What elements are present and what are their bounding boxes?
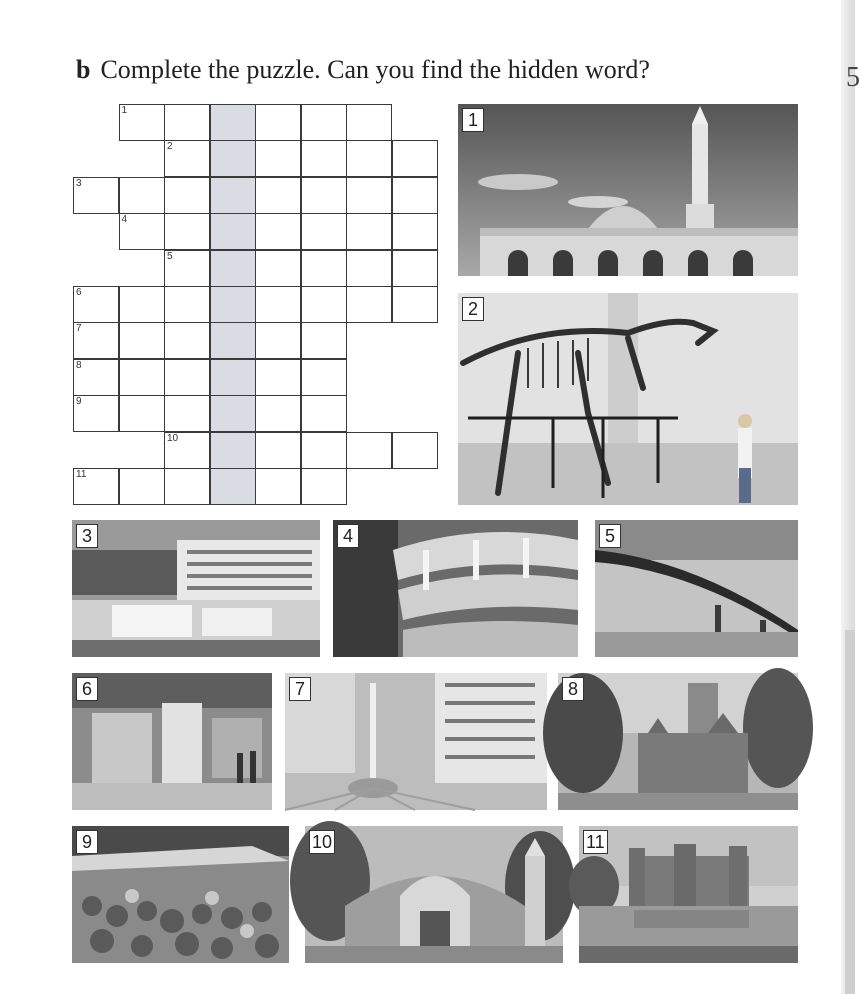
crossword-cell[interactable]: [255, 395, 301, 432]
photo-number: 7: [289, 677, 311, 701]
crossword-cell[interactable]: [301, 250, 347, 287]
photo-1: [458, 104, 798, 276]
photo-8: [558, 673, 798, 810]
temple-icon: [305, 826, 563, 963]
crossword-cell[interactable]: [255, 322, 301, 359]
crossword-cell[interactable]: [255, 250, 301, 287]
crossword-cell[interactable]: [255, 359, 301, 396]
crossword-cell[interactable]: [119, 177, 165, 214]
crossword-cell[interactable]: [392, 140, 438, 177]
crossword-cell[interactable]: [301, 359, 347, 396]
crossword-cell[interactable]: [301, 213, 347, 250]
crossword-cell[interactable]: [392, 177, 438, 214]
photo-10: [305, 826, 563, 963]
crossword-cell[interactable]: [119, 395, 165, 432]
hidden-word-cell[interactable]: [210, 250, 256, 287]
clue-number: 3: [76, 177, 82, 189]
crossword-cell[interactable]: [164, 104, 210, 141]
photo-6: [72, 673, 272, 810]
photo-number: 3: [76, 524, 98, 548]
crossword-cell[interactable]: [301, 286, 347, 323]
photo-number: 11: [583, 830, 608, 854]
crossword-cell[interactable]: [301, 177, 347, 214]
crossword-cell[interactable]: [392, 286, 438, 323]
photo-number: 8: [562, 677, 584, 701]
clue-number: 7: [76, 323, 82, 335]
crossword-cell[interactable]: [164, 140, 210, 177]
crossword-cell[interactable]: [164, 286, 210, 323]
crossword-cell[interactable]: [119, 104, 165, 141]
crossword-cell[interactable]: [164, 177, 210, 214]
crossword-cell[interactable]: [301, 140, 347, 177]
clue-number: 11: [76, 469, 87, 480]
crossword-cell[interactable]: [73, 322, 119, 359]
hidden-word-cell[interactable]: [210, 213, 256, 250]
hidden-word-cell[interactable]: [210, 395, 256, 432]
crossword-cell[interactable]: [164, 359, 210, 396]
clue-number: 1: [121, 105, 128, 116]
mosque-icon: [458, 104, 798, 276]
clue-number: 2: [167, 141, 173, 153]
hidden-word-cell[interactable]: [210, 322, 256, 359]
photo-3: [72, 520, 320, 657]
market-icon: [72, 826, 289, 963]
crossword-cell[interactable]: [346, 140, 392, 177]
crossword-cell[interactable]: [119, 213, 165, 250]
crossword-cell[interactable]: [346, 213, 392, 250]
crossword-cell[interactable]: [164, 322, 210, 359]
crossword-cell[interactable]: [164, 468, 210, 505]
theatre-icon: [333, 520, 578, 657]
crossword-cell[interactable]: [73, 177, 119, 214]
crossword-cell[interactable]: [255, 432, 301, 469]
next-page-number: 5: [846, 62, 860, 93]
photo-number: 2: [462, 297, 484, 321]
clue-number: 4: [121, 214, 128, 226]
dinosaur-skeleton-icon: [458, 293, 798, 505]
photo-number: 10: [309, 830, 335, 854]
crossword-cell[interactable]: [346, 177, 392, 214]
crossword-cell[interactable]: [255, 213, 301, 250]
crossword-cell[interactable]: [119, 322, 165, 359]
hidden-word-cell[interactable]: [210, 359, 256, 396]
crossword-cell[interactable]: [301, 322, 347, 359]
square-monument-icon: [285, 673, 547, 810]
crossword-cell[interactable]: [346, 432, 392, 469]
exercise-heading: [76, 55, 650, 85]
crossword-cell[interactable]: [346, 286, 392, 323]
clue-number: 9: [76, 396, 82, 408]
photo-4: [333, 520, 578, 657]
crossword-cell[interactable]: [164, 395, 210, 432]
page-edge-strip: [845, 630, 855, 994]
clue-number: 6: [76, 287, 82, 298]
crossword-cell[interactable]: [73, 468, 119, 505]
crossword-cell[interactable]: [164, 250, 210, 287]
hidden-word-cell[interactable]: [210, 468, 256, 505]
crossword-cell[interactable]: [73, 286, 119, 323]
photo-2: [458, 293, 798, 505]
exercise-instruction: Complete the puzzle. Can you find the hidden word?: [100, 55, 650, 84]
crossword-cell[interactable]: [73, 359, 119, 396]
photo-number: 9: [76, 830, 98, 854]
photo-7: [285, 673, 547, 810]
hidden-word-cell[interactable]: [210, 177, 256, 214]
crossword-cell[interactable]: [255, 140, 301, 177]
photo-5: [595, 520, 798, 657]
hidden-word-cell[interactable]: [210, 432, 256, 469]
photo-11: [579, 826, 798, 963]
photo-number: 5: [599, 524, 621, 548]
clue-number: 5: [167, 250, 173, 262]
crossword-cell[interactable]: [392, 432, 438, 469]
hospital-icon: [72, 520, 320, 657]
crossword-cell[interactable]: [255, 104, 301, 141]
hidden-word-cell[interactable]: [210, 140, 256, 177]
crossword-cell[interactable]: [119, 359, 165, 396]
crossword-cell[interactable]: [164, 213, 210, 250]
crossword-cell[interactable]: [73, 395, 119, 432]
crossword-cell[interactable]: [301, 468, 347, 505]
castle-icon: [579, 826, 798, 963]
crossword-cell[interactable]: [255, 286, 301, 323]
clue-number: 10: [167, 432, 179, 444]
hidden-word-cell[interactable]: [210, 104, 256, 141]
crossword-cell[interactable]: [301, 432, 347, 469]
shopping-centre-icon: [72, 673, 272, 810]
church-icon: [558, 673, 798, 810]
crossword-cell[interactable]: [119, 286, 165, 323]
exercise-letter: b: [76, 55, 91, 84]
bridge-icon: [595, 520, 798, 657]
crossword-cell[interactable]: [119, 468, 165, 505]
crossword-cell[interactable]: [346, 250, 392, 287]
photo-number: 4: [337, 524, 359, 548]
crossword-cell[interactable]: [301, 395, 347, 432]
photo-number: 1: [462, 108, 484, 132]
photo-9: [72, 826, 289, 963]
crossword-cell[interactable]: [392, 213, 438, 250]
crossword-cell[interactable]: [301, 104, 347, 141]
crossword-cell[interactable]: [255, 468, 301, 505]
photo-number: 6: [76, 677, 98, 701]
crossword-cell[interactable]: [164, 432, 210, 469]
crossword-cell[interactable]: [255, 177, 301, 214]
crossword-cell[interactable]: [392, 250, 438, 287]
crossword-cell[interactable]: [346, 104, 392, 141]
clue-number: 8: [76, 359, 82, 371]
hidden-word-cell[interactable]: [210, 286, 256, 323]
